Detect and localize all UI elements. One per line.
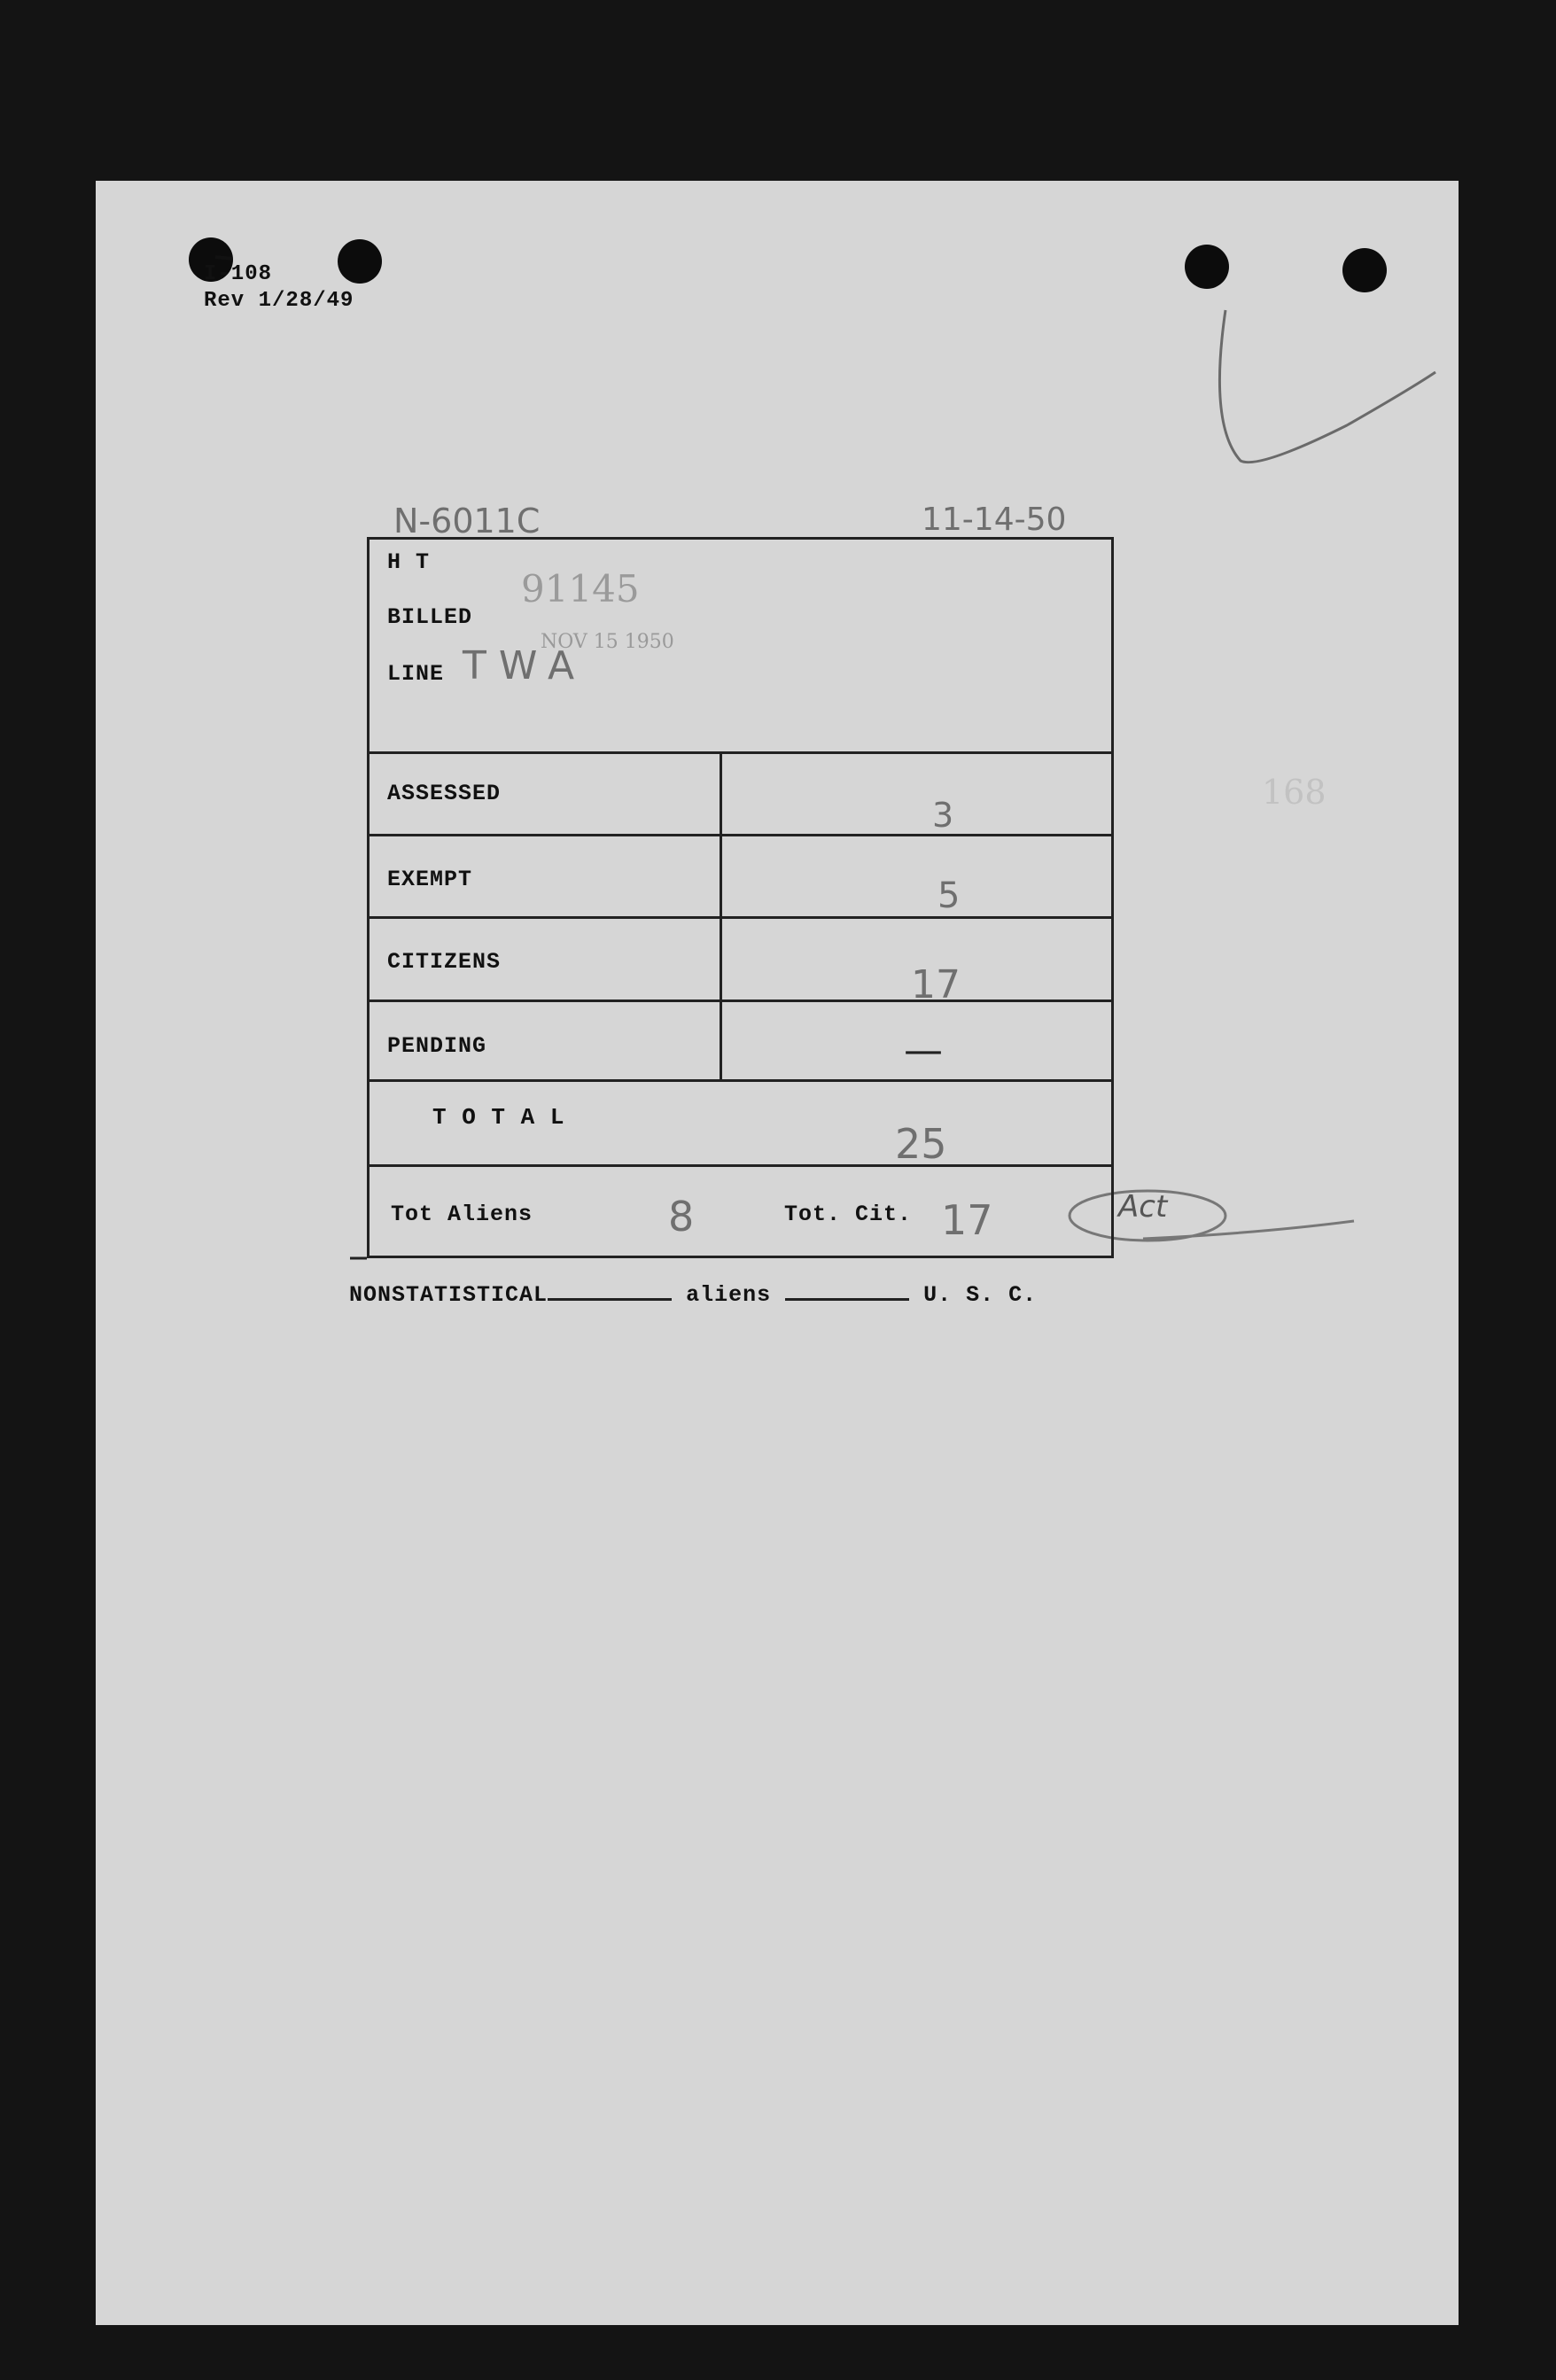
date-written: 11-14-50	[922, 502, 1067, 538]
nonstatistical-label: NONSTATISTICAL	[349, 1282, 548, 1308]
row-divider	[367, 834, 1114, 836]
tot-cit-label: Tot. Cit.	[784, 1202, 913, 1227]
pending-label: PENDING	[387, 1033, 487, 1059]
tot-cit-value: 17	[941, 1196, 993, 1244]
aliens-label: aliens	[686, 1282, 772, 1308]
column-divider	[720, 751, 722, 1081]
tot-aliens-label: Tot Aliens	[391, 1202, 533, 1227]
exempt-label: EXEMPT	[387, 867, 473, 892]
nonstatistical-blank	[548, 1298, 672, 1301]
assessed-value: 3	[932, 796, 954, 835]
tot-aliens-value: 8	[668, 1193, 695, 1241]
citizens-label: CITIZENS	[387, 949, 502, 975]
row-divider	[367, 1079, 1114, 1082]
stamp-number: 91145	[521, 567, 640, 611]
side-number: 168	[1262, 773, 1326, 812]
row-divider	[367, 751, 1114, 754]
row-divider	[367, 916, 1114, 919]
billed-label: BILLED	[387, 604, 473, 630]
line-value: TWA	[463, 643, 587, 688]
form-revision: Rev 1/28/49	[204, 289, 354, 313]
row-divider	[367, 1164, 1114, 1167]
initials-signature: Act	[1118, 1189, 1168, 1225]
pending-value: —	[904, 1028, 943, 1073]
citizens-value: 17	[911, 962, 961, 1007]
assessed-label: ASSESSED	[387, 781, 502, 806]
flight-number: N-6011C	[393, 502, 541, 541]
aliens-blank	[785, 1298, 909, 1301]
nonstatistical-line	[349, 1282, 1037, 1308]
total-label: T O T A L	[432, 1104, 565, 1131]
form-number: I-108	[204, 262, 273, 286]
line-label: LINE	[387, 661, 445, 687]
row-divider	[367, 999, 1114, 1002]
total-value: 25	[895, 1120, 947, 1168]
billed-date-stamp: NOV 15 1950	[541, 631, 674, 653]
usc-label: U. S. C.	[923, 1282, 1038, 1308]
ht-label: H T	[387, 549, 431, 575]
exempt-value: 5	[937, 875, 961, 916]
